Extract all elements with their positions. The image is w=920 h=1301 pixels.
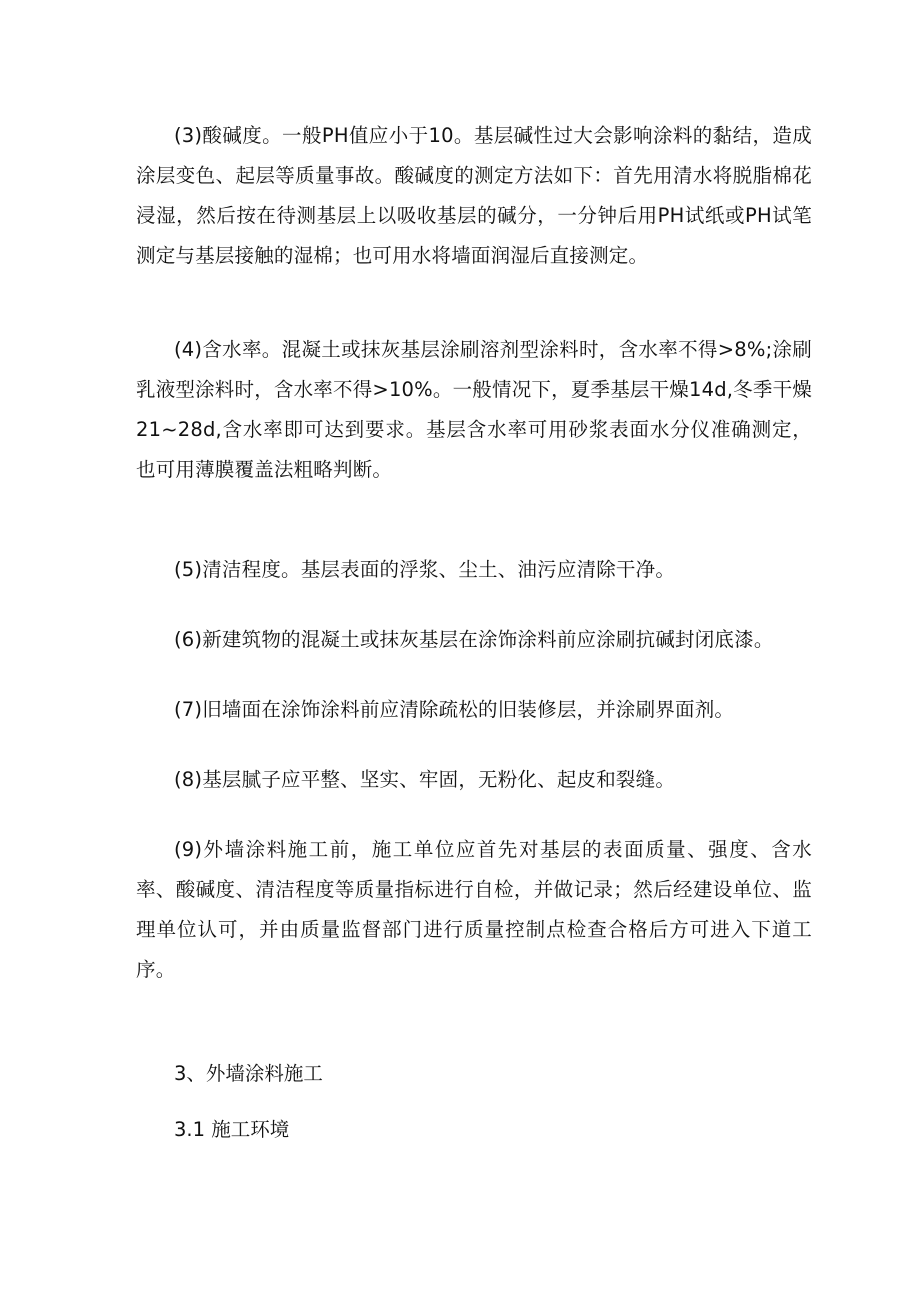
paragraph-old-wall: (7)旧墙面在涂饰涂料前应清除疏松的旧装修层，并涂刷界面剂。	[174, 698, 735, 721]
section-heading: 3、外墙涂料施工	[174, 1062, 323, 1085]
subsection-heading: 3.1 施工环境	[174, 1118, 290, 1141]
paragraph-putty: (8)基层腻子应平整、坚实、牢固，无粉化、起皮和裂缝。	[174, 768, 676, 791]
paragraph-cleanliness: (5)清洁程度。基层表面的浮浆、尘土、油污应清除干净。	[174, 558, 676, 581]
paragraph-acidity: (3)酸碱度。一般PH值应小于10。基层碱性过大会影响涂料的黏结，造成涂层变色、起层等质量事故。酸碱度的测定方法如下：首先用清水将脱脂棉花浸湿，然后按在待测基层上以吸收基层的碱分，一分钟后用PH试纸或PH试笔测定与基层接触的湿棉；也可用水将墙面润湿后直接测定。	[136, 124, 812, 267]
paragraph-sealing-primer: (6)新建筑物的混凝土或抹灰基层在涂饰涂料前应涂刷抗碱封闭底漆。	[174, 628, 774, 651]
paragraph-self-inspection: (9)外墙涂料施工前，施工单位应首先对基层的表面质量、强度、含水率、酸碱度、清洁程度等质量指标进行自检，并做记录；然后经建设单位、监理单位认可，并由质量监督部门进行质量控制点检查合格后方可进入下道工序。	[136, 838, 812, 981]
paragraph-moisture-content: (4)含水率。混凝土或抹灰基层涂刷溶剂型涂料时，含水率不得>8%;涂刷乳液型涂料时，含水率不得>10%。一般情况下，夏季基层干燥14d,冬季干燥21~28d,含水率即可达到要求。基层含水率可用砂浆表面水分仪准确测定，也可用薄膜覆盖法粗略判断。	[136, 338, 812, 481]
